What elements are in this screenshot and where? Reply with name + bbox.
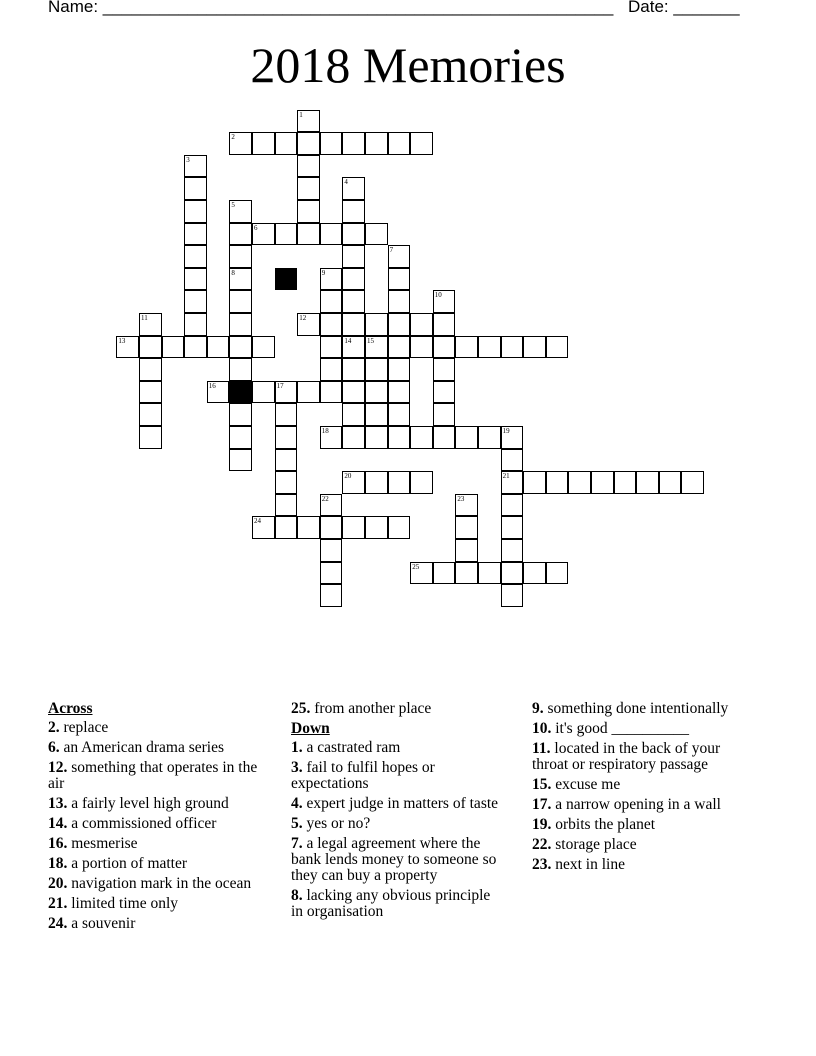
clue-across-16: 16. mesmerise <box>48 835 138 852</box>
crossword-cell[interactable] <box>433 403 456 426</box>
crossword-cell[interactable] <box>455 539 478 562</box>
clue-down-22: 22. storage place <box>532 836 637 853</box>
crossword-cell[interactable] <box>320 223 343 246</box>
crossword-cell[interactable] <box>388 403 411 426</box>
crossword-cell[interactable] <box>184 177 207 200</box>
crossword-cell[interactable] <box>365 313 388 336</box>
crossword-cell[interactable] <box>184 290 207 313</box>
crossword-cell[interactable] <box>229 313 252 336</box>
clue-across-6: 6. an American drama series <box>48 739 225 756</box>
clues-column-3 <box>532 701 732 877</box>
date-field-label[interactable]: Date: _______ <box>628 0 740 16</box>
crossword-cell[interactable] <box>252 336 275 359</box>
crossword-cell[interactable] <box>388 336 411 359</box>
crossword-cell[interactable] <box>320 584 343 607</box>
page-title: 2018 Memories <box>250 37 566 93</box>
crossword-cell[interactable] <box>229 290 252 313</box>
crossword-cell[interactable] <box>297 516 320 539</box>
crossword-cell[interactable] <box>342 245 365 268</box>
crossword-cell[interactable] <box>388 471 411 494</box>
crossword-cell[interactable] <box>342 358 365 381</box>
clue-across-21: 21. limited time only <box>48 895 179 912</box>
clue-number-4: 4 <box>344 178 348 187</box>
clue-number-15: 15 <box>367 336 374 345</box>
clue-across-13: 13. a fairly level high ground <box>48 795 229 812</box>
crossword-cell[interactable] <box>659 471 682 494</box>
across-heading: Across <box>48 700 93 717</box>
clue-number-2: 2 <box>231 133 235 142</box>
crossword-cell[interactable] <box>388 313 411 336</box>
crossword-cell[interactable] <box>342 426 365 449</box>
blocked-cell <box>229 381 252 404</box>
crossword-cell[interactable] <box>501 516 524 539</box>
crossword-cell[interactable] <box>275 223 298 246</box>
crossword-cell[interactable] <box>433 426 456 449</box>
crossword-cell[interactable] <box>433 381 456 404</box>
crossword-cell[interactable] <box>320 516 343 539</box>
crossword-cell[interactable] <box>207 336 230 359</box>
crossword-cell[interactable] <box>162 336 185 359</box>
clue-across-18: 18. a portion of matter <box>48 855 188 872</box>
crossword-cell[interactable] <box>523 336 546 359</box>
crossword-cell[interactable] <box>139 403 162 426</box>
crossword-cell[interactable] <box>229 223 252 246</box>
clue-down-8: 8. lacking any obvious principle in organisation <box>291 887 491 920</box>
crossword-cell[interactable] <box>229 358 252 381</box>
crossword-cell[interactable] <box>501 494 524 517</box>
crossword-cell[interactable] <box>297 177 320 200</box>
crossword-cell[interactable] <box>139 336 162 359</box>
clue-number-11: 11 <box>141 314 148 322</box>
blocked-cell <box>275 268 298 291</box>
crossword-cell[interactable] <box>365 471 388 494</box>
crossword-cell[interactable] <box>410 426 433 449</box>
crossword-cell[interactable] <box>365 358 388 381</box>
crossword-cell[interactable] <box>342 516 365 539</box>
crossword-cell[interactable] <box>410 313 433 336</box>
crossword-cell[interactable] <box>184 336 207 359</box>
clue-number-20: 20 <box>344 472 352 481</box>
crossword-cell[interactable] <box>342 268 365 291</box>
crossword-cell[interactable] <box>478 336 501 359</box>
clue-number-8: 8 <box>231 268 235 277</box>
crossword-cell[interactable] <box>342 223 365 246</box>
crossword-cell[interactable] <box>275 449 298 472</box>
crossword-cell[interactable] <box>184 223 207 246</box>
clue-number-1: 1 <box>299 110 303 119</box>
crossword-cell[interactable] <box>139 381 162 404</box>
crossword-cell[interactable] <box>297 200 320 223</box>
clue-number-5: 5 <box>231 201 235 209</box>
crossword-cell[interactable] <box>320 313 343 336</box>
clue-down-23: 23. next in line <box>532 856 625 873</box>
crossword-cell[interactable] <box>297 381 320 404</box>
crossword-cell[interactable] <box>365 426 388 449</box>
down-heading: Down <box>291 720 330 737</box>
crossword-cell[interactable] <box>320 539 343 562</box>
clue-number-24: 24 <box>254 517 261 526</box>
crossword-cell[interactable] <box>139 358 162 381</box>
crossword-cell[interactable] <box>546 336 569 359</box>
crossword-cell[interactable] <box>275 426 298 449</box>
clue-down-1: 1. a castrated ram <box>291 739 401 756</box>
crossword-cell[interactable] <box>320 132 343 155</box>
crossword-cell[interactable] <box>320 562 343 585</box>
clue-number-22: 22 <box>321 494 329 503</box>
crossword-cell[interactable] <box>501 449 524 472</box>
crossword-cell[interactable] <box>433 358 456 381</box>
clue-across-20: 20. navigation mark in the ocean <box>48 875 252 892</box>
crossword-cell[interactable] <box>433 562 456 585</box>
crossword-cell[interactable] <box>184 268 207 291</box>
clue-down-15: 15. excuse me <box>532 776 621 793</box>
crossword-cell[interactable] <box>229 449 252 472</box>
crossword-cell[interactable] <box>501 539 524 562</box>
crossword-cell[interactable] <box>388 358 411 381</box>
crossword-cell[interactable] <box>184 200 207 223</box>
clue-down-17: 17. a narrow opening in a wall <box>532 796 721 813</box>
clue-down-19: 19. orbits the planet <box>532 816 656 833</box>
crossword-cell[interactable] <box>365 403 388 426</box>
crossword-cell[interactable] <box>365 381 388 404</box>
crossword-cell[interactable] <box>275 471 298 494</box>
crossword-cell[interactable] <box>478 562 501 585</box>
clue-down-5: 5. yes or no? <box>291 815 371 832</box>
crossword-cell[interactable] <box>478 426 501 449</box>
crossword-cell[interactable] <box>342 132 365 155</box>
crossword-cell[interactable] <box>501 336 524 359</box>
clue-number-18: 18 <box>321 427 329 435</box>
crossword-cell[interactable] <box>252 132 275 155</box>
clue-across-14: 14. a commissioned officer <box>48 815 217 832</box>
crossword-cell[interactable] <box>275 403 298 426</box>
crossword-cell[interactable] <box>275 516 298 539</box>
clue-number-25: 25 <box>412 562 420 571</box>
clue-down-11: 11. located in the back of your throat or respiratory passage <box>532 740 721 773</box>
crossword-cell[interactable] <box>365 223 388 246</box>
clue-across-24: 24. a souvenir <box>48 915 136 932</box>
clues-column-2 <box>291 701 506 924</box>
clue-number-9: 9 <box>321 268 326 277</box>
crossword-cell[interactable] <box>229 426 252 449</box>
clue-across-25: 25. from another place <box>291 700 432 717</box>
crossword-cell[interactable] <box>342 200 365 223</box>
clue-down-9: 9. something done intentionally <box>532 700 729 717</box>
crossword-cell[interactable] <box>388 426 411 449</box>
clue-number-14: 14 <box>344 336 352 345</box>
crossword-cell[interactable] <box>229 245 252 268</box>
crossword-cell[interactable] <box>410 132 433 155</box>
crossword-cell[interactable] <box>455 426 478 449</box>
clue-number-12: 12 <box>299 314 307 322</box>
clue-across-12: 12. something that operates in the air <box>48 759 258 792</box>
crossword-cell[interactable] <box>342 403 365 426</box>
crossword-cell[interactable] <box>275 494 298 517</box>
crossword-cell[interactable] <box>636 471 659 494</box>
crossword-cell[interactable] <box>229 336 252 359</box>
crossword-cell[interactable] <box>501 584 524 607</box>
crossword-cell[interactable] <box>591 471 614 494</box>
crossword-cell[interactable] <box>365 516 388 539</box>
crossword-cell[interactable] <box>433 336 456 359</box>
crossword-cell[interactable] <box>523 562 546 585</box>
crossword-cell[interactable] <box>388 268 411 291</box>
crossword-cell[interactable] <box>252 381 275 404</box>
crossword-cell[interactable] <box>320 381 343 404</box>
clues-column-1 <box>48 701 270 936</box>
clue-number-21: 21 <box>502 472 510 481</box>
crossword-cell[interactable] <box>388 516 411 539</box>
crossword-cell[interactable] <box>523 471 546 494</box>
clue-down-3: 3. fail to fulfil hopes or expectations <box>291 759 435 792</box>
crossword-cell[interactable] <box>342 381 365 404</box>
crossword-cell[interactable] <box>681 471 704 494</box>
crossword-cell[interactable] <box>297 223 320 246</box>
crossword-cell[interactable] <box>410 471 433 494</box>
clue-number-6: 6 <box>254 223 258 232</box>
crossword-cell[interactable] <box>546 562 569 585</box>
crossword-cell[interactable] <box>320 336 343 359</box>
crossword-cell[interactable] <box>455 562 478 585</box>
crossword-cell[interactable] <box>388 132 411 155</box>
crossword-cell[interactable] <box>320 290 343 313</box>
crossword-cell[interactable] <box>388 290 411 313</box>
crossword-cell[interactable] <box>433 313 456 336</box>
crossword-cell[interactable] <box>184 313 207 336</box>
crossword-cell[interactable] <box>388 381 411 404</box>
crossword-cell[interactable] <box>455 336 478 359</box>
crossword-cell[interactable] <box>229 403 252 426</box>
crossword-cell[interactable] <box>614 471 637 494</box>
clue-number-16: 16 <box>208 381 216 390</box>
clue-number-7: 7 <box>389 246 394 255</box>
clue-number-23: 23 <box>457 494 465 503</box>
clue-across-2: 2. replace <box>48 719 109 736</box>
crossword-cell[interactable] <box>184 245 207 268</box>
header <box>48 0 748 19</box>
clue-number-3: 3 <box>186 155 190 164</box>
clue-down-4: 4. expert judge in matters of taste <box>291 795 499 812</box>
crossword-cell[interactable] <box>320 358 343 381</box>
crossword-cell[interactable] <box>139 426 162 449</box>
name-field-label[interactable]: Name: ______________________________________________________ <box>48 0 614 16</box>
crossword-cell[interactable] <box>568 471 591 494</box>
crossword-cell[interactable] <box>410 336 433 359</box>
clue-number-13: 13 <box>118 336 126 345</box>
clue-down-7: 7. a legal agreement where the bank lends money to someone so they can buy a property <box>291 835 497 884</box>
crossword-cell[interactable] <box>501 562 524 585</box>
crossword-cell[interactable] <box>297 132 320 155</box>
clue-number-17: 17 <box>276 381 284 390</box>
clue-number-10: 10 <box>434 291 442 300</box>
clue-down-10: 10. it's good __________ <box>532 720 689 737</box>
crossword-cell[interactable] <box>342 290 365 313</box>
clue-number-19: 19 <box>502 427 510 435</box>
crossword-cell[interactable] <box>455 516 478 539</box>
crossword-cell[interactable] <box>365 132 388 155</box>
crossword-cell[interactable] <box>546 471 569 494</box>
crossword-cell[interactable] <box>342 313 365 336</box>
crossword-cell[interactable] <box>297 155 320 178</box>
crossword-cell[interactable] <box>275 132 298 155</box>
